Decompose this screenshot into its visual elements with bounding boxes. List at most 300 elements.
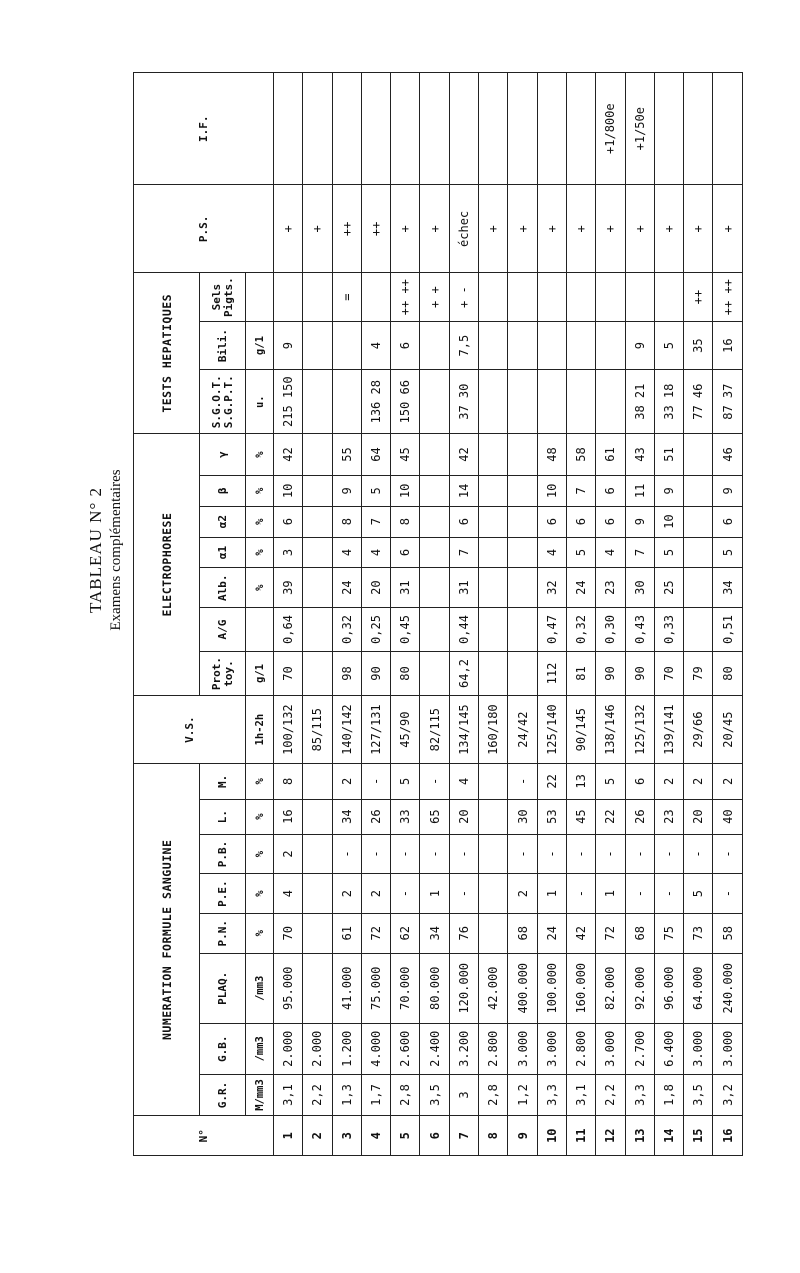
cell-alb [479,568,508,608]
cell-alb: 34 [713,568,742,608]
cell-bili [420,321,449,369]
cell-m: - [361,764,390,799]
cell-b: 9 [332,475,361,506]
cell-gb: 2.700 [625,1023,654,1074]
cell-ps: + [566,185,595,273]
cell-if [303,73,332,185]
cell-gb: 3.000 [684,1023,713,1074]
cell-if [654,73,683,185]
cell-no: 7 [449,1116,478,1156]
cell-sgot: 215 150 [274,370,303,434]
cell-ag [303,607,332,651]
cell-a1 [479,537,508,568]
cell-ps: + [303,185,332,273]
cell-sgot: 150 66 [391,370,420,434]
cell-prot: 90 [625,652,654,696]
header-gb: G.B. [200,1023,246,1074]
cell-g [479,434,508,476]
cell-a2: 6 [713,506,742,537]
cell-ps: + [391,185,420,273]
cell-sgot [303,370,332,434]
cell-a2: 9 [625,506,654,537]
cell-m: - [508,764,537,799]
cell-bili: 4 [361,321,390,369]
cell-no: 15 [684,1116,713,1156]
cell-gb: 3.000 [508,1023,537,1074]
cell-sgot: 33 18 [654,370,683,434]
cell-pe [303,874,332,914]
header-m: M. [200,764,246,799]
unit-ag [246,607,274,651]
cell-ag: 0,33 [654,607,683,651]
cell-pb: - [537,834,566,874]
cell-m: 4 [449,764,478,799]
cell-plaq: 96.000 [654,953,683,1023]
cell-ag: 0,43 [625,607,654,651]
cell-l: 33 [391,799,420,834]
cell-no: 4 [361,1116,390,1156]
cell-b: 14 [449,475,478,506]
cell-l [303,799,332,834]
cell-ag: 0,47 [537,607,566,651]
cell-prot: 80 [391,652,420,696]
cell-pe: 2 [361,874,390,914]
cell-a2: 6 [566,506,595,537]
cell-no: 14 [654,1116,683,1156]
cell-g: 51 [654,434,683,476]
cell-pb: - [654,834,683,874]
cell-l: 16 [274,799,303,834]
cell-l: 23 [654,799,683,834]
table-subtitle: Examens complémentaires [108,469,124,631]
cell-a1: 4 [537,537,566,568]
cell-a1 [508,537,537,568]
group-tests-hepatiques: TESTS HEPATIQUES [134,273,200,434]
cell-ps: échec [449,185,478,273]
unit-alb: % [246,568,274,608]
table-title: TABLEAU N° 2 [86,486,105,614]
cell-sels [361,273,390,321]
cell-ag [684,607,713,651]
table-row [479,73,508,1156]
cell-ag: 0,64 [274,607,303,651]
cell-sels: ++ ++ [713,273,742,321]
unit-l: % [246,799,274,834]
cell-gb: 2.600 [391,1023,420,1074]
cell-bili [332,321,361,369]
cell-a1: 6 [391,537,420,568]
table-row [332,73,361,1156]
cell-gb: 3.200 [449,1023,478,1074]
unit-beta: % [246,475,274,506]
cell-sgot: 136 28 [361,370,390,434]
cell-if [332,73,361,185]
cell-prot [508,652,537,696]
cell-gr: 1,8 [654,1074,683,1116]
cell-alb: 39 [274,568,303,608]
cell-alb: 20 [361,568,390,608]
cell-g: 42 [274,434,303,476]
cell-pb: - [420,834,449,874]
cell-a1 [684,537,713,568]
cell-plaq: 160.000 [566,953,595,1023]
cell-a1: 3 [274,537,303,568]
cell-alb: 31 [391,568,420,608]
cell-pn: 58 [713,913,742,953]
cell-ag: 0,32 [332,607,361,651]
cell-if [420,73,449,185]
cell-sgot [566,370,595,434]
unit-plaq: /mm3 [246,953,274,1023]
cell-g [420,434,449,476]
cell-alb: 31 [449,568,478,608]
cell-l: 65 [420,799,449,834]
cell-sels [303,273,332,321]
cell-alb: 30 [625,568,654,608]
cell-g: 45 [391,434,420,476]
cell-a2 [479,506,508,537]
cell-alb: 32 [537,568,566,608]
cell-gr: 3,1 [566,1074,595,1116]
cell-plaq [303,953,332,1023]
cell-ag: 0,51 [713,607,742,651]
cell-prot: 90 [361,652,390,696]
cell-pe: 2 [332,874,361,914]
cell-pn: 68 [508,913,537,953]
cell-ps: + [596,185,625,273]
cell-alb [303,568,332,608]
header-pe: P.E. [200,874,246,914]
cell-plaq: 100.000 [537,953,566,1023]
cell-if [391,73,420,185]
cell-ps: + [625,185,654,273]
cell-g: 42 [449,434,478,476]
header-sels: Sels Pigts. [200,273,246,321]
cell-gr: 2,8 [479,1074,508,1116]
cell-a1: 5 [566,537,595,568]
cell-ps: + [713,185,742,273]
unit-gamma: % [246,434,274,476]
cell-gb: 3.000 [596,1023,625,1074]
cell-vs: 125/140 [537,696,566,764]
cell-sels [508,273,537,321]
cell-pb: - [508,834,537,874]
cell-alb: 24 [332,568,361,608]
cell-gb: 3.000 [713,1023,742,1074]
header-alpha2: α2 [200,506,246,537]
unit-sgot: u. [246,370,274,434]
cell-pe: - [654,874,683,914]
cell-no: 3 [332,1116,361,1156]
cell-b: 10 [391,475,420,506]
cell-pb: 2 [274,834,303,874]
cell-pe [479,874,508,914]
cell-b [508,475,537,506]
cell-a1: 7 [449,537,478,568]
cell-g [508,434,537,476]
cell-sgot [537,370,566,434]
cell-gr: 2,8 [391,1074,420,1116]
cell-b: 6 [596,475,625,506]
header-pb: P.B. [200,834,246,874]
table-row [596,73,625,1156]
cell-b: 9 [654,475,683,506]
cell-sels [596,273,625,321]
cell-pb: - [566,834,595,874]
header-beta: β [200,475,246,506]
cell-a2: 6 [449,506,478,537]
cell-ag: 0,44 [449,607,478,651]
cell-vs: 138/146 [596,696,625,764]
cell-g: 55 [332,434,361,476]
cell-no: 1 [274,1116,303,1156]
table-row [449,73,478,1156]
cell-pn: 73 [684,913,713,953]
cell-gb: 1.200 [332,1023,361,1074]
cell-pn [303,913,332,953]
cell-a2 [420,506,449,537]
cell-vs: 20/45 [713,696,742,764]
cell-pn: 62 [391,913,420,953]
cell-no: 6 [420,1116,449,1156]
table-row [420,73,449,1156]
cell-l: 34 [332,799,361,834]
cell-pb: - [625,834,654,874]
unit-bili: g/1 [246,321,274,369]
cell-bili: 5 [654,321,683,369]
cell-ag [420,607,449,651]
cell-g: 48 [537,434,566,476]
cell-plaq: 42.000 [479,953,508,1023]
cell-gb: 2.800 [566,1023,595,1074]
cell-pb: - [713,834,742,874]
cell-m: 5 [391,764,420,799]
cell-g [684,434,713,476]
cell-a1: 4 [332,537,361,568]
header-ps: P.S. [134,185,274,273]
cell-vs: 24/42 [508,696,537,764]
header-sgot: S.G.O.T. S.G.P.T. [200,370,246,434]
cell-ag: 0,45 [391,607,420,651]
cell-pb: - [596,834,625,874]
cell-prot [303,652,332,696]
cell-b: 10 [537,475,566,506]
cell-sels [566,273,595,321]
cell-no: 16 [713,1116,742,1156]
cell-pb: - [684,834,713,874]
cell-sgot [332,370,361,434]
cell-b [479,475,508,506]
header-vs: V.S. [134,696,246,764]
cell-sels: ++ ++ [391,273,420,321]
cell-sels [537,273,566,321]
cell-l: 22 [596,799,625,834]
cell-a2: 6 [537,506,566,537]
cell-no: 9 [508,1116,537,1156]
cell-ps: ++ [332,185,361,273]
cell-pn [479,913,508,953]
cell-sels: + - [449,273,478,321]
cell-pe: - [566,874,595,914]
cell-gr: 3,2 [713,1074,742,1116]
cell-if [479,73,508,185]
group-numeration: NUMERATION FORMULE SANGUINE [134,764,200,1116]
cell-pe: - [713,874,742,914]
cell-pn: 68 [625,913,654,953]
cell-pe: 4 [274,874,303,914]
cell-a2: 6 [274,506,303,537]
header-bili: Bili. [200,321,246,369]
cell-plaq: 120.000 [449,953,478,1023]
unit-gr: M/mm3 [246,1074,274,1116]
cell-gr: 1,3 [332,1074,361,1116]
cell-prot: 98 [332,652,361,696]
cell-b: 5 [361,475,390,506]
cell-pn: 42 [566,913,595,953]
cell-a1: 4 [596,537,625,568]
cell-if [684,73,713,185]
cell-a2: 8 [332,506,361,537]
cell-gr: 2,2 [596,1074,625,1116]
cell-g: 61 [596,434,625,476]
cell-prot: 112 [537,652,566,696]
cell-prot: 64,2 [449,652,478,696]
cell-gb: 2.400 [420,1023,449,1074]
cell-if [361,73,390,185]
cell-plaq: 240.000 [713,953,742,1023]
cell-prot [479,652,508,696]
cell-gb: 2.800 [479,1023,508,1074]
cell-gr: 3,3 [537,1074,566,1116]
cell-pn: 61 [332,913,361,953]
cell-pn: 34 [420,913,449,953]
cell-gr: 3 [449,1074,478,1116]
table-row [508,73,537,1156]
table-row [274,73,303,1156]
cell-pe: 1 [596,874,625,914]
header-alb: Alb. [200,568,246,608]
cell-gb: 6.400 [654,1023,683,1074]
cell-pn: 24 [537,913,566,953]
table-row [654,73,683,1156]
table-row [303,73,332,1156]
cell-a2: 7 [361,506,390,537]
table-row [361,73,390,1156]
cell-vs: 45/90 [391,696,420,764]
cell-sels: + + [420,273,449,321]
cell-vs: 100/132 [274,696,303,764]
cell-b: 7 [566,475,595,506]
cell-vs: 134/145 [449,696,478,764]
cell-a1 [420,537,449,568]
cell-a2 [684,506,713,537]
cell-b: 11 [625,475,654,506]
cell-ps: + [684,185,713,273]
unit-pb: % [246,834,274,874]
table-row [713,73,742,1156]
cell-m [479,764,508,799]
cell-l: 20 [449,799,478,834]
cell-l: 53 [537,799,566,834]
cell-vs: 125/132 [625,696,654,764]
cell-m: 8 [274,764,303,799]
cell-prot: 81 [566,652,595,696]
cell-bili: 35 [684,321,713,369]
cell-prot: 70 [274,652,303,696]
cell-vs: 85/115 [303,696,332,764]
cell-b [303,475,332,506]
cell-sgot [420,370,449,434]
cell-plaq: 80.000 [420,953,449,1023]
cell-b [420,475,449,506]
unit-vs: 1h-2h [246,696,274,764]
cell-a1 [303,537,332,568]
cell-sgot: 38 21 [625,370,654,434]
cell-prot: 80 [713,652,742,696]
cell-gr: 3,3 [625,1074,654,1116]
cell-m: 6 [625,764,654,799]
cell-a1: 7 [625,537,654,568]
header-alpha1: α1 [200,537,246,568]
cell-pb: - [332,834,361,874]
cell-ag: 0,32 [566,607,595,651]
cell-l: 40 [713,799,742,834]
cell-pe: - [625,874,654,914]
cell-alb: 25 [654,568,683,608]
cell-gr: 3,5 [684,1074,713,1116]
cell-ps: + [654,185,683,273]
cell-vs: 160/180 [479,696,508,764]
cell-pe: 1 [537,874,566,914]
cell-sels: = [332,273,361,321]
cell-bili [537,321,566,369]
table-row [391,73,420,1156]
cell-pb: - [449,834,478,874]
cell-bili [566,321,595,369]
cell-no: 10 [537,1116,566,1156]
unit-alpha2: % [246,506,274,537]
header-no: N° [134,1116,274,1156]
cell-m: 2 [713,764,742,799]
cell-no: 2 [303,1116,332,1156]
cell-b: 10 [274,475,303,506]
cell-gr: 3,5 [420,1074,449,1116]
cell-bili: 7,5 [449,321,478,369]
table-caption [72,330,140,770]
cell-sels [654,273,683,321]
header-prot: Prot. toy. [200,652,246,696]
cell-bili [508,321,537,369]
cell-sgot [508,370,537,434]
header-ag: A/G [200,607,246,651]
cell-bili: 9 [274,321,303,369]
cell-bili: 16 [713,321,742,369]
cell-prot: 90 [596,652,625,696]
cell-bili [303,321,332,369]
cell-if [566,73,595,185]
cell-pe: 2 [508,874,537,914]
cell-if [274,73,303,185]
cell-ps: + [274,185,303,273]
cell-prot: 79 [684,652,713,696]
cell-vs: 29/66 [684,696,713,764]
cell-gb: 2.000 [303,1023,332,1074]
cell-b: 9 [713,475,742,506]
group-electrophorese: ELECTROPHORESE [134,434,200,696]
cell-pn: 72 [596,913,625,953]
cell-g: 46 [713,434,742,476]
cell-plaq: 82.000 [596,953,625,1023]
